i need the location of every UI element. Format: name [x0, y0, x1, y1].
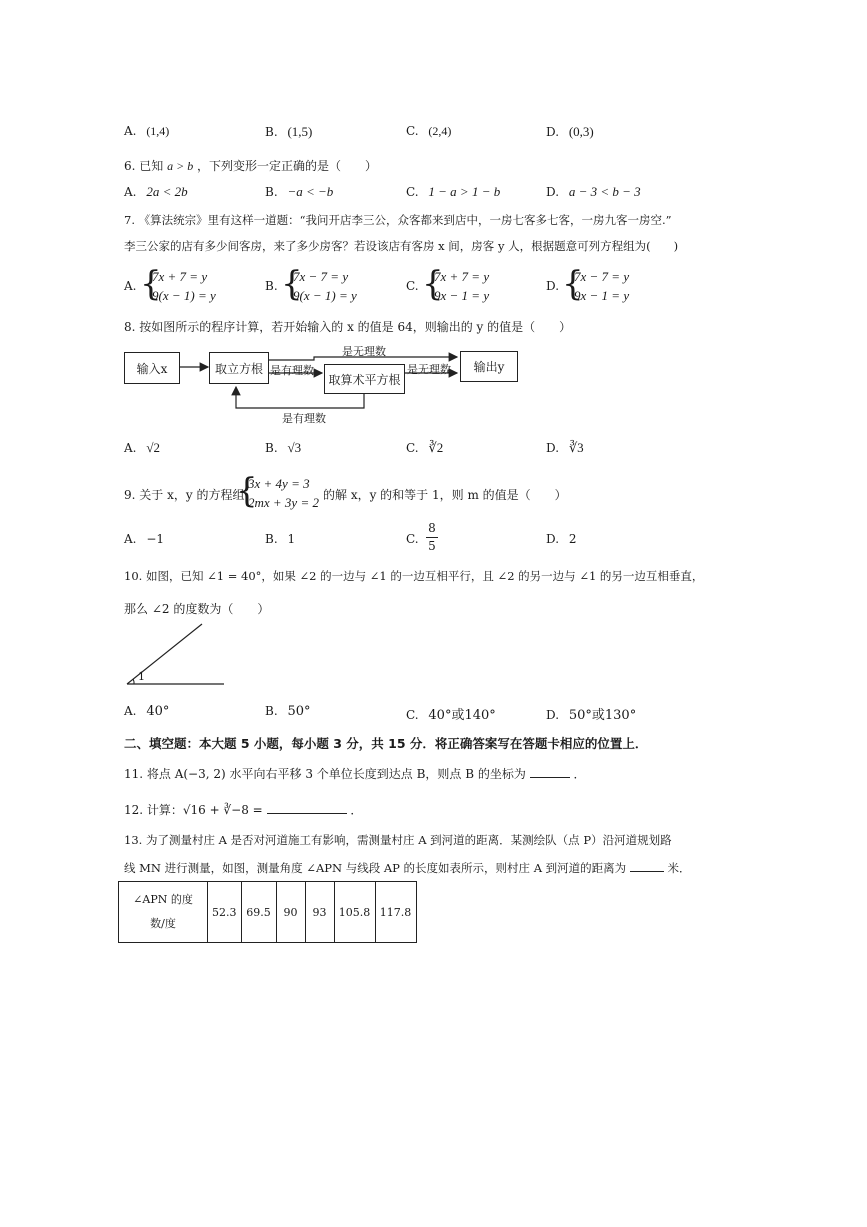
option-label: A.: [124, 532, 137, 546]
table-cell: 52.3: [208, 882, 242, 943]
q7-option-c: [406, 265, 536, 309]
q7-option-b: [265, 265, 395, 309]
option-label: A.: [124, 279, 137, 293]
q5-option-a: [124, 124, 169, 139]
q10-option-a: [124, 704, 169, 719]
q6-option-c: [406, 184, 500, 200]
equation-1: 7x + 7 = y: [152, 269, 208, 284]
flow-label-irrational-top: 是无理数: [342, 345, 386, 358]
q13-table: [118, 881, 417, 943]
equation-2: 9x − 1 = y: [434, 288, 490, 303]
fraction-denominator: 5: [428, 539, 436, 553]
table-cell: 93: [305, 882, 334, 943]
q6-stem-suffix: ，下列变形一定正确的是（ ）: [197, 159, 378, 173]
option-label: C.: [406, 124, 419, 138]
option-label: B.: [265, 125, 278, 139]
q11-end: ．: [573, 767, 586, 781]
q6-option-d: [546, 184, 641, 200]
option-label: C.: [406, 279, 419, 293]
q5-option-b: [265, 124, 312, 140]
option-text: 1: [287, 532, 296, 546]
option-text: 40°: [146, 704, 170, 719]
equation-1: 7x + 7 = y: [434, 269, 490, 284]
option-text: a − 3 < b − 3: [568, 184, 641, 199]
flow-label-rational-loop: 是有理数: [282, 412, 326, 425]
equation-2: 9(x − 1) = y: [293, 288, 357, 303]
q9-suffix: 的解 x，y 的和等于 1，则 m 的值是（ ）: [323, 488, 567, 502]
q13-answer-blank[interactable]: [630, 871, 664, 872]
option-label: A.: [124, 124, 137, 138]
flow-input-box: 输入x: [124, 352, 180, 384]
option-text: −a < −b: [287, 184, 334, 199]
option-label: A.: [124, 704, 137, 718]
option-text: (2,4): [428, 124, 452, 138]
option-label: D.: [546, 125, 560, 139]
flow-label-rational: 是有理数: [270, 364, 314, 377]
q8-option-a: [124, 440, 160, 456]
q12-stem: [124, 801, 362, 818]
q9-prefix: 9. 关于 x，y 的方程组: [124, 488, 245, 502]
option-text: 2a < 2b: [146, 184, 188, 199]
table-row: [119, 882, 417, 943]
flow-label-irrational-mid: 是无理数: [407, 363, 451, 376]
option-label: C.: [406, 708, 419, 722]
option-label: D.: [546, 279, 560, 293]
q9-option-a: [124, 532, 164, 546]
header-line-1: ∠APN 的度: [133, 893, 193, 906]
q6-option-a: [124, 184, 188, 200]
q8-option-b: [265, 440, 301, 456]
option-text: ∛2: [428, 440, 444, 455]
brace-icon: {: [281, 264, 303, 304]
table-header-cell: [119, 882, 208, 943]
q12-end: ．: [350, 803, 363, 817]
option-text: (1,5): [287, 124, 313, 139]
q7-stem-line1: 7. 《算法统宗》里有这样一道题：“我问开店李三公，众客都来到店中，一房七客多七客，一房九客一房空.”: [124, 213, 672, 227]
option-label: C.: [406, 185, 419, 199]
equation-2: 9(x − 1) = y: [152, 288, 216, 303]
angle-1-label: 1: [138, 670, 145, 683]
q6-stem-prefix: 6. 已知: [124, 159, 164, 173]
equation-1: 7x − 7 = y: [293, 269, 349, 284]
q7-option-a: [124, 265, 254, 309]
table-cell: 117.8: [375, 882, 416, 943]
q13-unit: 米．: [667, 861, 691, 875]
equation-1: 7x − 7 = y: [574, 269, 630, 284]
q12-text: 12. 计算：√16 + ∛−8 =: [124, 803, 263, 817]
brace-icon: {: [140, 264, 162, 304]
option-text: ∛3: [568, 440, 584, 455]
option-text: (0,3): [568, 124, 594, 139]
flow-cube-root-box: 取立方根: [209, 352, 269, 384]
option-label: A.: [124, 441, 137, 455]
option-label: B.: [265, 185, 278, 199]
option-text: −1: [146, 532, 165, 546]
option-text: 40°或140°: [428, 708, 496, 723]
option-label: D.: [546, 441, 560, 455]
q8-stem: 8. 按如图所示的程序计算，若开始输入的 x 的值是 64，则输出的 y 的值是（ ）: [124, 320, 572, 334]
brace-icon: {: [422, 264, 444, 304]
q10-option-c: [406, 704, 496, 723]
option-label: D.: [546, 532, 560, 546]
q13-stem-line1: 13. 为了测量村庄 A 是否对河道施工有影响，需测量村庄 A 到河道的距离．某测绘队（点 P）沿河道规划路: [124, 833, 672, 847]
table-cell: 105.8: [334, 882, 375, 943]
option-label: B.: [265, 279, 278, 293]
fraction-numerator: 8: [426, 520, 438, 538]
equation-2: 2mx + 3y = 2: [248, 495, 319, 510]
equation-1: 3x + 4y = 3: [248, 476, 310, 491]
option-text: (1,4): [146, 124, 170, 138]
q5-option-d: [546, 124, 594, 140]
q10-stem-line1: 10. 如图，已知 ∠1 = 40°，如果 ∠2 的一边与 ∠1 的一边互相平行，且 ∠2 的另一边与 ∠1 的另一边互相垂直，: [124, 569, 704, 583]
q10-angle-figure: [124, 620, 228, 690]
equation-2: 9x − 1 = y: [574, 288, 630, 303]
flow-sqrt-box: 取算术平方根: [324, 364, 405, 394]
option-label: B.: [265, 441, 278, 455]
table-cell: 69.5: [241, 882, 276, 943]
q5-option-c: [406, 124, 451, 139]
q8-option-c: [406, 440, 443, 456]
q11-answer-blank[interactable]: [530, 777, 570, 778]
q11-text: 11. 将点 A(−3, 2) 水平向右平移 3 个单位长度到达点 B，则点 B 的坐标为: [124, 767, 526, 781]
q8-option-d: [546, 440, 584, 456]
q11-stem: [124, 765, 586, 782]
q8-flowchart: [124, 340, 524, 430]
fraction: [426, 520, 438, 555]
q10-stem-line2: 那么 ∠2 的度数为（ ）: [124, 602, 270, 616]
q13-line2-text: 线 MN 进行测量，如图，测量角度 ∠APN 与线段 AP 的长度如表所示，则村庄 A 到河道的距离为: [124, 861, 627, 875]
option-text: 50°: [287, 704, 311, 719]
option-label: D.: [546, 708, 560, 722]
brace-icon: {: [562, 264, 584, 304]
table-cell: 90: [276, 882, 305, 943]
q13-stem-line2: [124, 860, 690, 876]
option-text: √3: [287, 440, 302, 455]
option-text: 2: [568, 532, 577, 546]
option-label: B.: [265, 704, 278, 718]
option-label: B.: [265, 532, 278, 546]
option-label: C.: [406, 441, 419, 455]
q7-option-d: [546, 265, 676, 309]
option-label: D.: [546, 185, 560, 199]
option-text: √2: [146, 440, 160, 455]
section-fill-in-title: 二、填空题：本大题 5 小题，每小题 3 分，共 15 分．将正确答案写在答题卡相应的位置上．: [124, 736, 648, 751]
flow-output-box: 输出y: [460, 351, 518, 382]
q9-option-b: [265, 532, 295, 546]
q10-option-b: [265, 704, 311, 719]
option-label: A.: [124, 185, 137, 199]
q12-answer-blank[interactable]: [267, 813, 347, 814]
option-text: 50°或130°: [568, 708, 637, 723]
option-label: C.: [406, 532, 419, 546]
q7-stem-line2: 李三公家的店有多少间客房，来了多少房客？若设该店有客房 x 间，房客 y 人，根据题意可列方程组为( ): [124, 239, 679, 253]
header-line-2: 数/度: [150, 917, 176, 930]
q6-stem-math: a > b: [167, 159, 194, 173]
q6-stem: [124, 157, 377, 174]
q9-stem: [124, 472, 764, 516]
option-text: 1 − a > 1 − b: [428, 184, 501, 199]
q10-option-d: [546, 704, 636, 723]
q6-option-b: [265, 184, 333, 200]
brace-icon: {: [236, 471, 258, 511]
q9-option-d: [546, 532, 576, 546]
